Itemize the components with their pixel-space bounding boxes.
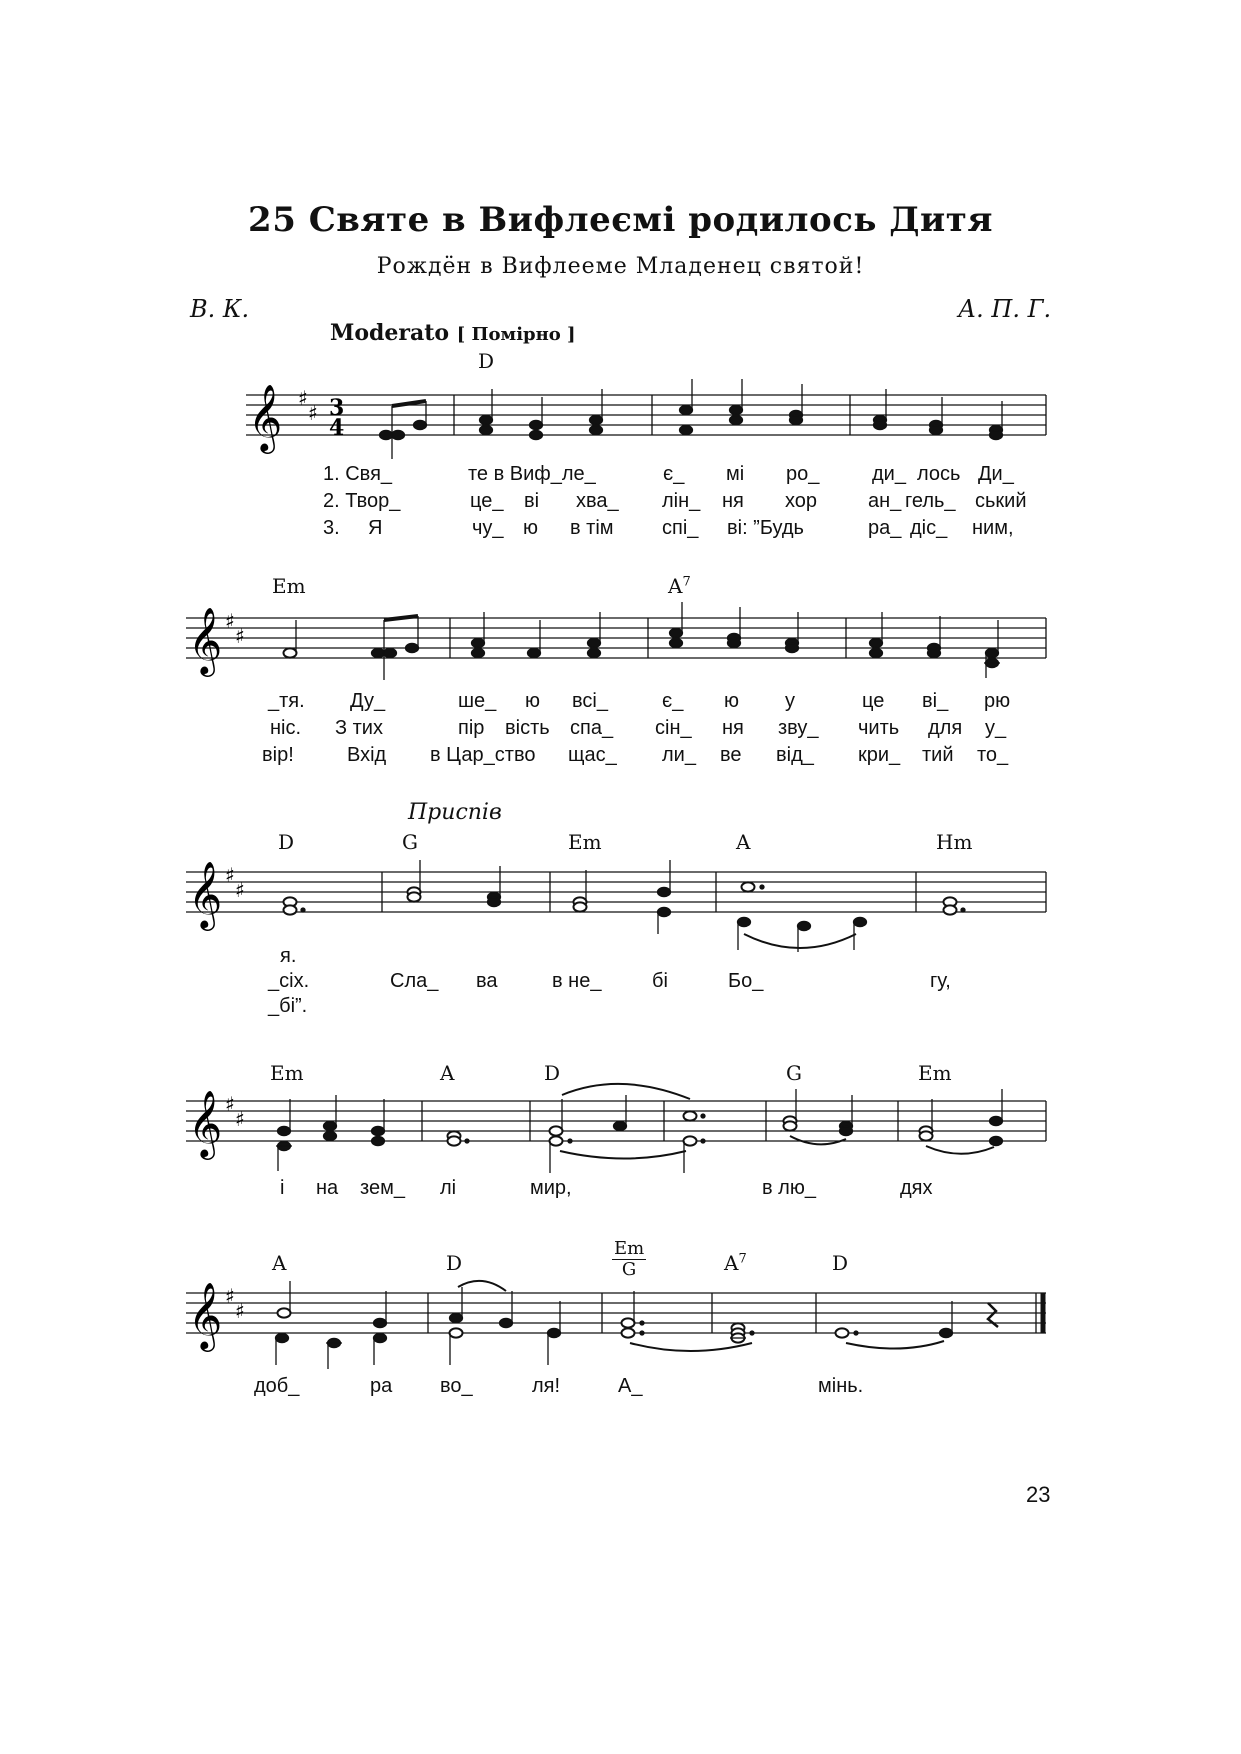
lyric-syllable: ві: ”Будь — [727, 517, 804, 539]
lyric-syllable: ним, — [972, 517, 1014, 539]
lyric-syllable: це — [862, 690, 885, 712]
lyric-syllable: в тім — [570, 517, 614, 539]
lyric-syllable: лось — [917, 463, 961, 485]
chord-symbol: Em — [568, 830, 602, 854]
lyric-syllable: то_ — [977, 744, 1009, 766]
music-system-2 — [0, 568, 1241, 768]
lyric-syllable: _сіх. — [268, 970, 310, 992]
lyric-syllable: діс_ — [910, 517, 948, 539]
chord-symbol: D — [446, 1251, 463, 1275]
sharp-icon: ♯ — [235, 1299, 245, 1323]
lyric-syllable: є_ — [662, 690, 684, 712]
sharp-icon: ♯ — [308, 401, 318, 425]
slash-chord-bass: G — [621, 1259, 637, 1280]
lyric-syllable: ра — [370, 1375, 393, 1397]
lyric-syllable: те в Виф_ле_ — [468, 463, 596, 485]
chord-symbol: Em — [270, 1061, 304, 1085]
lyric-syllable: Ду_ — [350, 690, 386, 712]
sharp-icon: ♯ — [225, 863, 235, 887]
lyric-syllable: ю — [724, 690, 739, 712]
lyric-syllable: мінь. — [818, 1375, 864, 1397]
tempo-translation: [ Помірно ] — [456, 324, 576, 345]
lyric-syllable: 2. Твор_ — [323, 490, 401, 512]
lyric-syllable: ня — [722, 717, 744, 739]
lyric-syllable: тий — [922, 744, 954, 766]
lyric-syllable: дях — [900, 1177, 933, 1199]
page-number: 23 — [1026, 1482, 1051, 1507]
lyric-syllable: є_ — [663, 463, 685, 485]
lyrics-verse-3 — [0, 517, 1241, 543]
lyric-syllable: на — [316, 1177, 339, 1199]
lyrics-verse-1 — [0, 690, 1241, 716]
lyric-syllable: кри_ — [858, 744, 901, 766]
lyrics-verse-1 — [0, 945, 1241, 971]
lyric-syllable: вір! — [262, 744, 294, 766]
lyric-syllable: спа_ — [570, 717, 614, 739]
sharp-icon: ♯ — [225, 1284, 235, 1308]
lyric-syllable: сін_ — [655, 717, 692, 739]
lyric-syllable: ля! — [532, 1375, 561, 1397]
lyric-syllable: ан_ — [868, 490, 902, 512]
lyric-syllable: Ди_ — [978, 463, 1014, 485]
lyric-syllable: мир, — [530, 1177, 572, 1199]
composer-credit: А. П. Г. — [958, 295, 1052, 323]
lyrics-verse-2 — [0, 717, 1241, 743]
chord-symbol: D — [544, 1061, 561, 1085]
lyric-syllable: це_ — [470, 490, 504, 512]
treble-clef-icon: 𝄞 — [188, 860, 223, 928]
lyric-syllable: зву_ — [778, 717, 819, 739]
lyric-syllable: в лю_ — [762, 1177, 816, 1199]
lyric-syllable: вість — [505, 717, 550, 739]
music-system-3 — [0, 800, 1241, 1020]
lyric-syllable: ли_ — [662, 744, 696, 766]
time-signature-bottom: 4 — [329, 415, 345, 441]
sharp-icon: ♯ — [298, 386, 308, 410]
time-signature-top: 3 — [329, 395, 345, 421]
chord-extension: 7 — [682, 574, 691, 590]
lyric-syllable: ро_ — [786, 463, 820, 485]
lyric-syllable: рю — [984, 690, 1011, 712]
lyrics-verse-2 — [0, 490, 1241, 516]
lyric-syllable: бі — [652, 970, 668, 992]
lyric-syllable: від_ — [776, 744, 814, 766]
tempo-text: Moderato — [330, 320, 450, 346]
lyric-syllable: гу, — [930, 970, 951, 992]
chord-root: A — [724, 1251, 739, 1275]
lyricist-credit: В. К. — [190, 295, 250, 323]
lyric-syllable: ня — [722, 490, 744, 512]
slash-chord-top: Em — [614, 1238, 645, 1259]
lyric-syllable: ва — [476, 970, 498, 992]
lyric-syllable: ве — [720, 744, 742, 766]
lyric-syllable: во_ — [440, 1375, 473, 1397]
music-system-1 — [0, 335, 1241, 539]
lyric-syllable: в не_ — [552, 970, 602, 992]
lyric-syllable: лін_ — [662, 490, 701, 512]
chord-symbol: G — [402, 830, 418, 854]
lyric-syllable: чить — [858, 717, 900, 739]
song-subtitle: Рождён в Вифлееме Младенец святой! — [376, 254, 865, 279]
lyrics-verse-2 — [0, 970, 1241, 996]
lyric-syllable: лі — [440, 1177, 457, 1199]
lyrics-verse-1 — [0, 1177, 1241, 1203]
lyric-syllable: ра_ — [868, 517, 902, 539]
section-label-chorus: Приспів — [408, 800, 502, 825]
lyric-syllable: всі_ — [572, 690, 608, 712]
sharp-icon: ♯ — [225, 609, 235, 633]
chord-symbol: D — [278, 830, 295, 854]
lyrics-verse-3 — [0, 744, 1241, 770]
lyric-syllable: 3. — [323, 517, 340, 539]
lyric-syllable: ше_ — [458, 690, 497, 712]
lyric-syllable: З тих — [335, 717, 383, 739]
chord-extension: 7 — [738, 1251, 747, 1267]
chord-symbol: Em — [272, 574, 306, 598]
lyric-syllable: і — [280, 1177, 285, 1199]
lyric-syllable: у — [785, 690, 795, 712]
lyric-syllable: ніс. — [270, 717, 302, 739]
lyric-syllable: Вхід — [347, 744, 387, 766]
chord-symbol: A — [272, 1251, 287, 1275]
treble-clef-icon: 𝄞 — [248, 383, 283, 451]
lyric-syllable: ю — [523, 517, 538, 539]
lyric-syllable: Я — [368, 517, 383, 539]
sharp-icon: ♯ — [225, 1092, 235, 1116]
chord-symbol: A — [440, 1061, 455, 1085]
lyric-syllable: спі_ — [662, 517, 699, 539]
lyric-syllable: чу_ — [472, 517, 504, 539]
lyric-syllable: 1. Свя_ — [323, 463, 393, 485]
chord-symbol: D — [832, 1251, 849, 1275]
treble-clef-icon: 𝄞 — [188, 1089, 223, 1157]
chord-root: A — [668, 574, 683, 598]
lyric-syllable: хва_ — [576, 490, 619, 512]
lyric-syllable: доб_ — [254, 1375, 300, 1397]
song-title: 25 Святе в Вифлеємі родилось Дитя — [248, 200, 993, 240]
treble-clef-icon: 𝄞 — [188, 1281, 223, 1349]
lyric-syllable: для — [928, 717, 963, 739]
sharp-icon: ♯ — [235, 1107, 245, 1131]
lyric-syllable: А_ — [618, 1375, 643, 1397]
chord-symbol: G — [786, 1061, 802, 1085]
lyrics-verse-1 — [0, 1375, 1241, 1401]
music-system-5 — [0, 1238, 1241, 1425]
lyric-syllable: _тя. — [268, 690, 305, 712]
chord-symbol — [668, 574, 691, 598]
lyric-syllable: мі — [726, 463, 745, 485]
lyric-syllable: я. — [280, 945, 297, 967]
lyric-syllable: ди_ — [872, 463, 906, 485]
lyric-syllable: Бо_ — [728, 970, 764, 992]
lyric-syllable: пір — [458, 717, 485, 739]
lyric-syllable: ський — [975, 490, 1027, 512]
chord-symbol: Em — [918, 1061, 952, 1085]
chord-symbol: A — [736, 830, 751, 854]
sharp-icon: ♯ — [235, 624, 245, 648]
lyric-syllable: зем_ — [360, 1177, 405, 1199]
lyric-syllable: у_ — [985, 717, 1007, 739]
lyric-syllable: хор — [785, 490, 818, 512]
chord-symbol: Hm — [936, 830, 973, 854]
lyric-syllable: Сла_ — [390, 970, 439, 992]
lyric-syllable: ві_ — [922, 690, 949, 712]
sharp-icon: ♯ — [235, 878, 245, 902]
lyric-syllable: ю — [525, 690, 540, 712]
lyric-syllable: щас_ — [568, 744, 617, 766]
lyrics-verse-3 — [0, 995, 1241, 1021]
chord-symbol: D — [478, 349, 495, 373]
lyrics-verse-1 — [0, 463, 1241, 489]
treble-clef-icon: 𝄞 — [188, 606, 223, 674]
lyric-syllable: гель_ — [905, 490, 956, 512]
lyric-syllable: ві — [524, 490, 540, 512]
chord-symbol — [724, 1251, 747, 1275]
music-system-4 — [0, 1055, 1241, 1225]
lyric-syllable: _бі”. — [268, 995, 308, 1017]
lyric-syllable: в Цар_ство — [430, 744, 536, 766]
